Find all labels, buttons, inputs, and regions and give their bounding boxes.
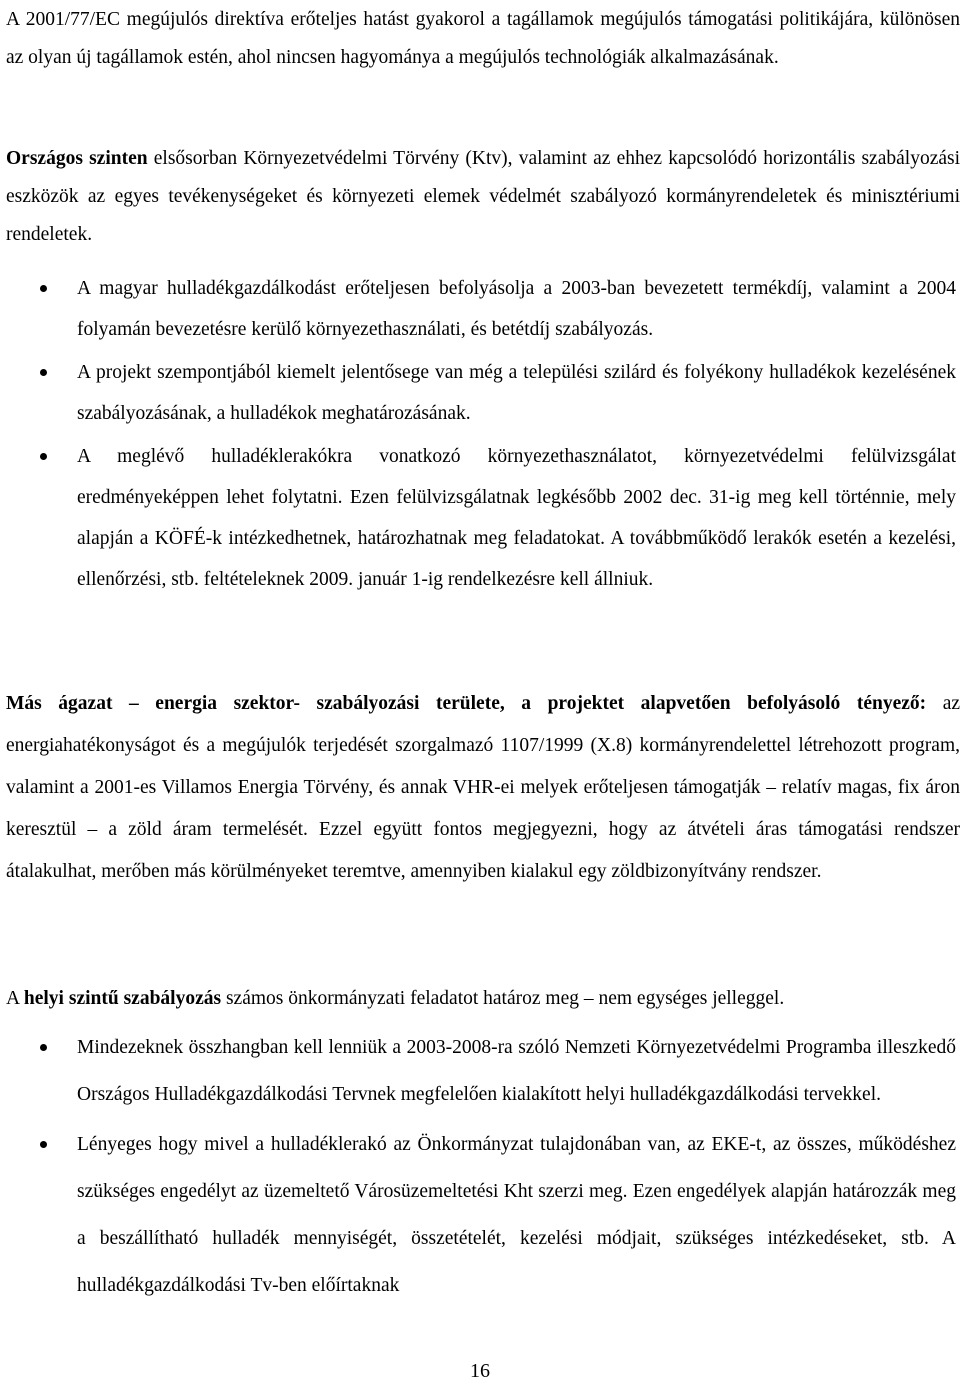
list-item: Lényeges hogy mivel a hulladéklerakó az Önkormányzat tulajdonában van, az EKE-t, az összes, működéshez szükséges engedélyt az üzemeltető Városüzemeltetési Kht szerzi meg. Ezen engedélyek alapján határozzák meg a beszállítható hulladék mennyiségét, összetételét, kezelési módjait, szükséges intézkedéseket, stb. A hulladékgazdálkodási Tv-ben előírtaknak <box>0 1121 960 1309</box>
bullet-icon <box>40 453 47 460</box>
local-level-text: számos önkormányzati feladatot határoz meg – nem egységes jelleggel. <box>221 988 785 1009</box>
local-level-lead: helyi szintű szabályozás <box>23 988 222 1009</box>
list-item: A meglévő hulladéklerakókra vonatkozó környezethasználatot, környezetvédelmi felülvizsgálat eredményeképpen lehet folytatni. Ezen felülvizsgálatnak legkésőbb 2002 dec. 31-ig meg kell történnie, mely alapján a KÖFÉ-k intézkedhetnek, határozhatnak meg feladatokat. A továbbműködő lerakók esetén a kezelési, ellenőrzési, stb. feltételeknek 2009. január 1-ig rendelkezésre kell állniuk. <box>0 436 960 600</box>
paragraph-directive: A 2001/77/EC megújulós direktíva erőteljes hatást gyakorol a tagállamok megújulós támogatási politikájára, különösen az olyan új tagállamok estén, ahol nincsen hagyománya a megújulós technológiák alkalmazásának. <box>6 9 960 68</box>
local-bullet-list <box>0 1024 960 1309</box>
bullet-icon <box>40 1044 47 1051</box>
bullet-icon <box>40 285 47 292</box>
paragraph-national-level <box>6 140 960 254</box>
paragraph-energy-sector <box>6 683 960 893</box>
energy-sector-lead: Más ágazat – energia szektor- szabályozási területe, a projektet alapvetően befolyásoló tényező: <box>6 693 927 714</box>
national-level-lead: Országos szinten <box>6 148 148 169</box>
paragraph-local-level: A helyi szintű szabályozás számos önkormányzati feladatot határoz meg – nem egységes jelleggel. <box>6 988 785 1009</box>
page-number: 16 <box>470 1360 490 1382</box>
bullet-icon <box>40 369 47 376</box>
energy-sector-text: az energiahatékonyságot és a megújulók terjedését szorgalmazó 1107/1999 (X.8) kormányrendelettel létrehozott program, valamint a 2001-es Villamos Energia Törvény, és annak VHR-ei melyek erőteljesen támogatják – relatív magas, fix áron keresztül – a zöld áram termelését. Ezzel együtt fontos megjegyezni, hogy az átvételi áras támogatási rendszer átalakulhat, merőben más körülményeket teremtve, amennyiben kialakul egy zöldbizonyítvány rendszer. <box>6 693 960 882</box>
national-level-text: elsősorban Környezetvédelmi Törvény (Ktv), valamint az ehhez kapcsolódó horizontális szabályozási eszközök az egyes tevékenységeket és környezeti elemek védelmét szabályozó kormányrendeletek és minisztériumi rendeletek. <box>6 148 960 245</box>
list-item: A magyar hulladékgazdálkodást erőteljesen befolyásolja a 2003-ban bevezetett termékdíj, valamint a 2004 folyamán bevezetésre kerülő környezethasználati, és betétdíj szabályozás. <box>0 268 960 350</box>
bullet-icon <box>40 1141 47 1148</box>
list-item: Mindezeknek összhangban kell lenniük a 2003-2008-ra szóló Nemzeti Környezetvédelmi Programba illeszkedő Országos Hulladékgazdálkodási Tervnek megfelelően kialakított helyi hulladékgazdálkodási tervekkel. <box>0 1024 960 1118</box>
national-bullet-list <box>0 268 960 600</box>
list-item: A projekt szempontjából kiemelt jelentősege van még a települési szilárd és folyékony hulladékok kezelésének szabályozásának, a hulladékok meghatározásának. <box>0 352 960 434</box>
